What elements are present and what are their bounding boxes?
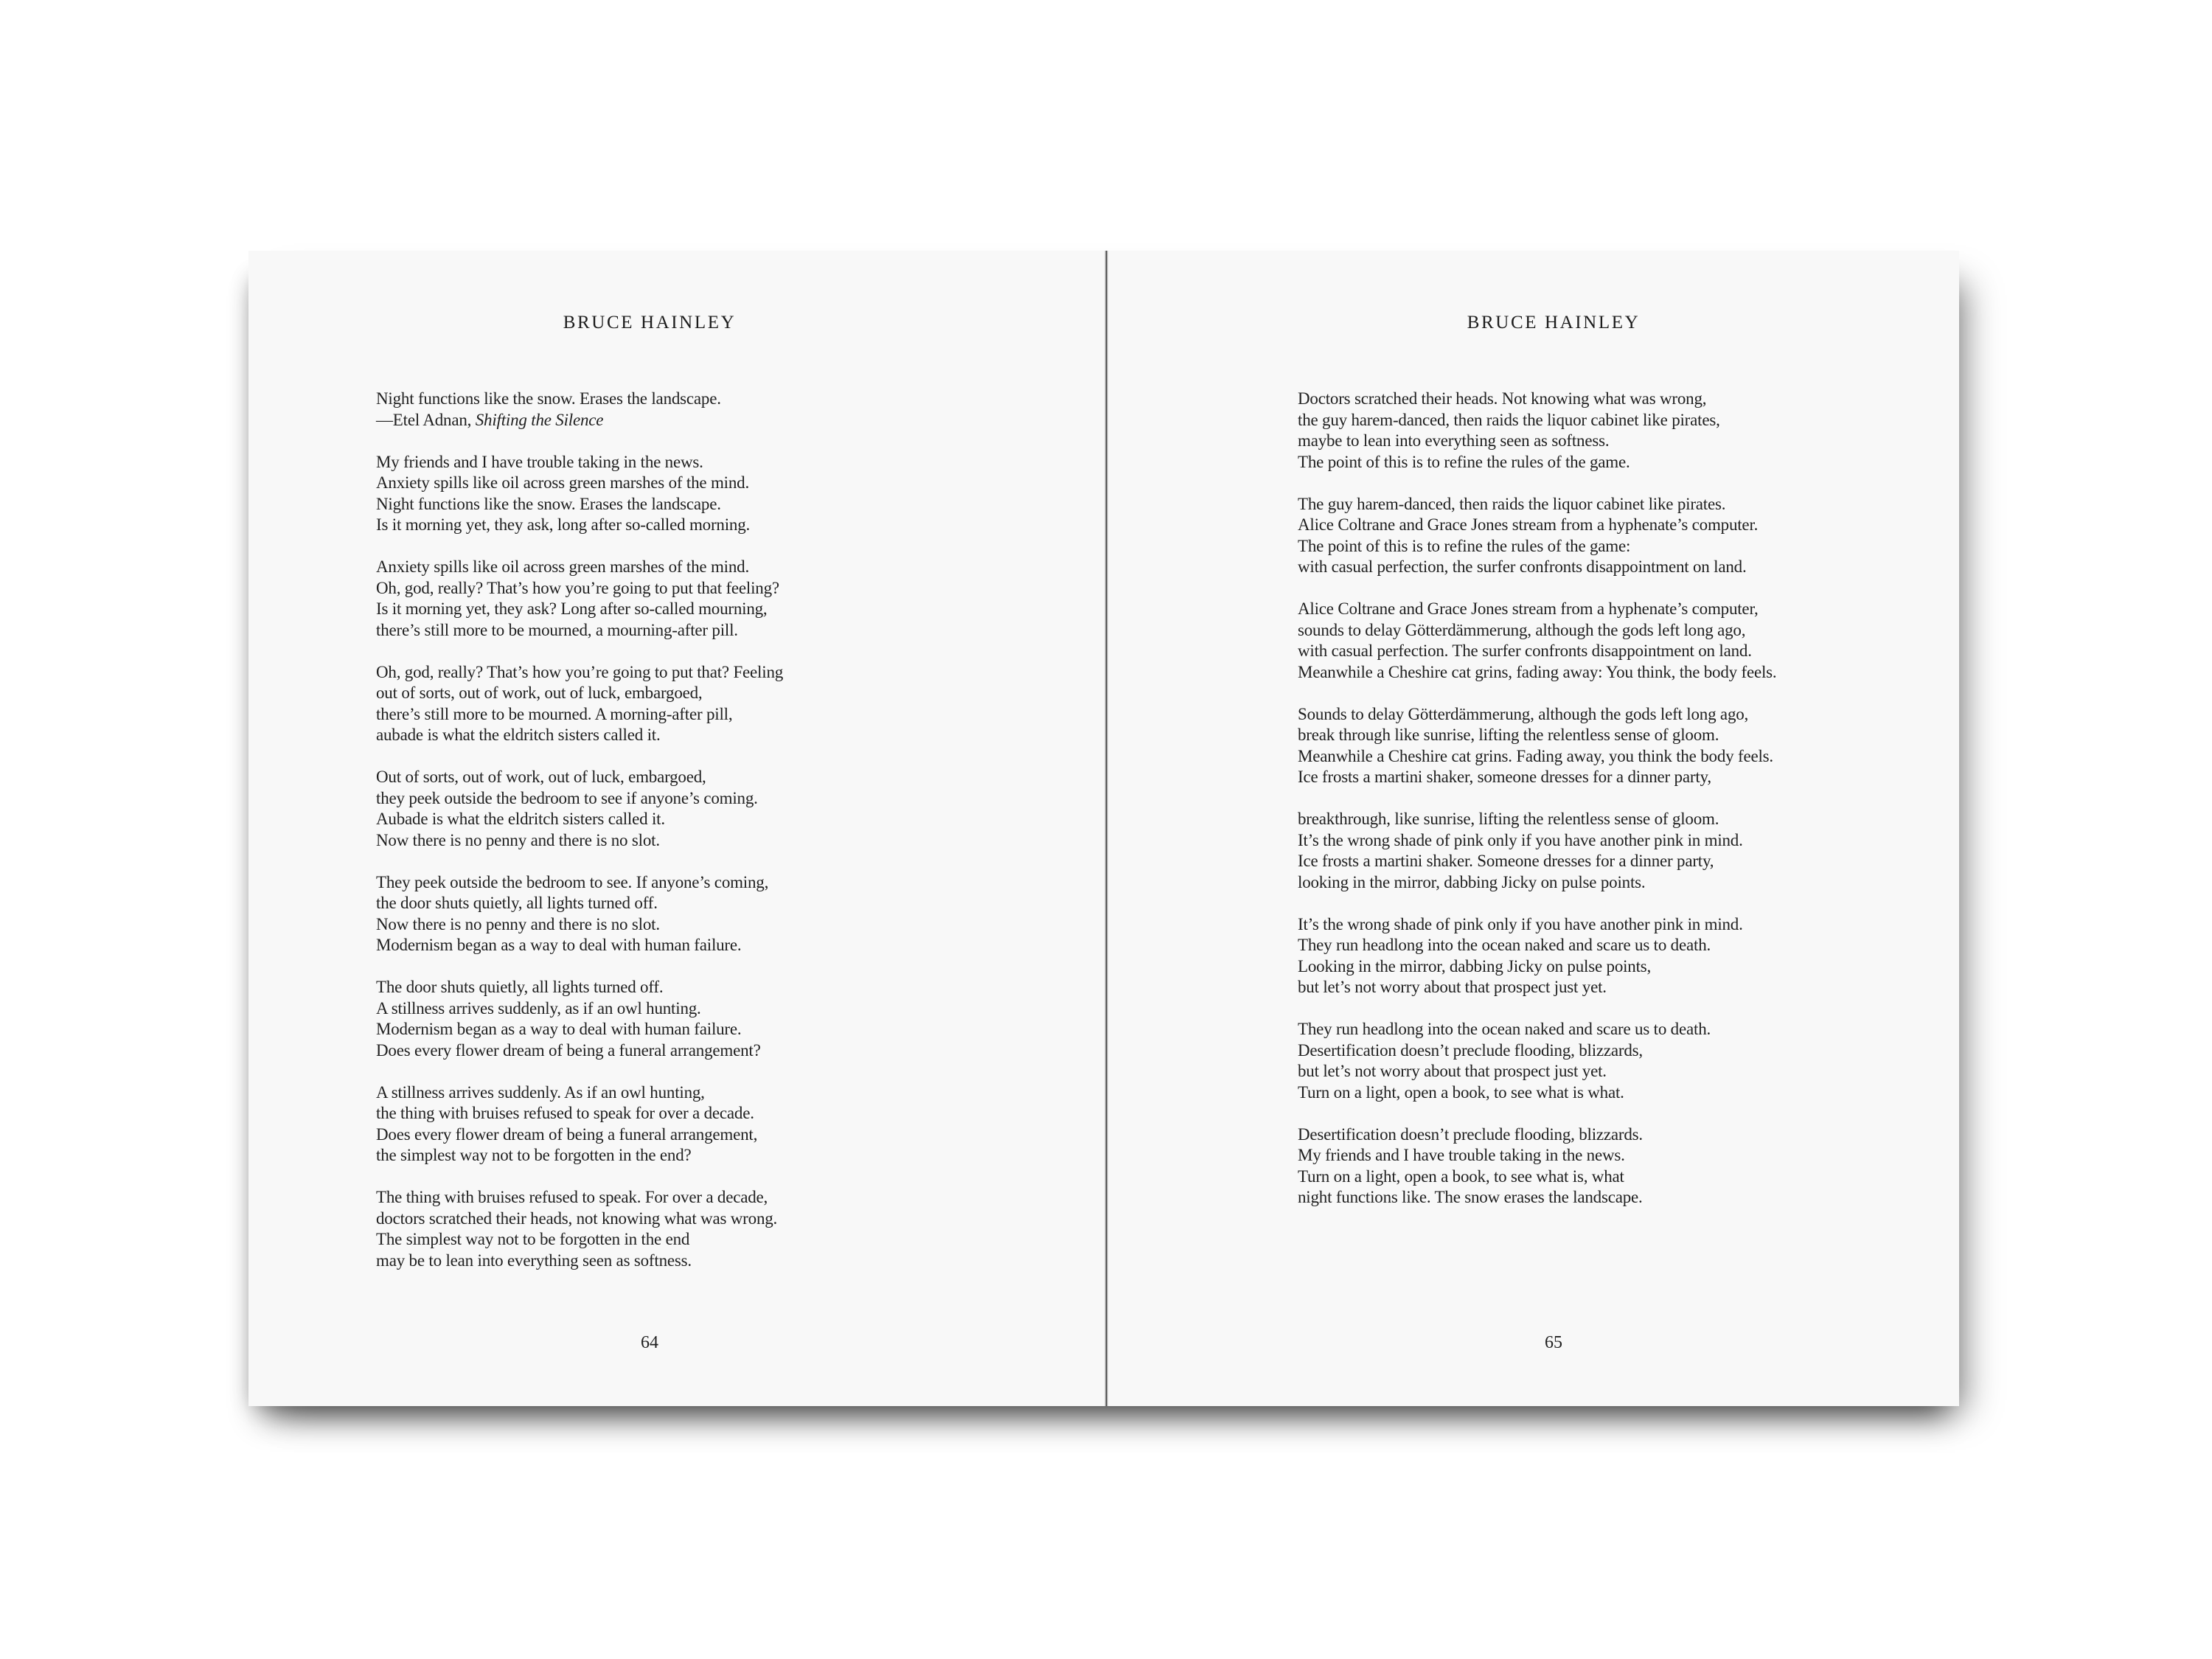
stanza xyxy=(1298,494,1809,578)
poem-line: The point of this is to refine the rules of the game. xyxy=(1298,452,1630,471)
poem-line: the guy harem-danced, then raids the liquor cabinet like pirates, xyxy=(1298,410,1720,429)
poem-line: A stillness arrives suddenly. As if an owl hunting, xyxy=(376,1082,705,1102)
right-page xyxy=(1108,251,1959,1406)
poem-line: A stillness arrives suddenly, as if an owl hunting. xyxy=(376,998,701,1018)
poem-line: doctors scratched their heads, not knowing what was wrong. xyxy=(376,1208,778,1228)
poem-line: Meanwhile a Cheshire cat grins, fading away: You think, the body feels. xyxy=(1298,662,1777,681)
poem-line: Turn on a light, open a book, to see what is what. xyxy=(1298,1082,1624,1102)
poem-line: Turn on a light, open a book, to see what is, what xyxy=(1298,1166,1624,1186)
poem-line: Is it morning yet, they ask, long after so-called morning. xyxy=(376,515,751,534)
poem-line: looking in the mirror, dabbing Jicky on pulse points. xyxy=(1298,872,1646,891)
poem-line: with casual perfection. The surfer confronts disappointment on land. xyxy=(1298,641,1752,660)
poem-line: out of sorts, out of work, out of luck, embargoed, xyxy=(376,684,703,702)
left-page-content xyxy=(376,312,923,1293)
poem-line: they peek outside the bedroom to see if anyone’s coming. xyxy=(376,788,758,807)
poem-line: Oh, god, really? That’s how you’re going to put that feeling? xyxy=(376,578,779,597)
poem-line: Does every flower dream of being a funeral arrangement? xyxy=(376,1040,761,1060)
stanza-container-left xyxy=(376,452,923,1272)
poem-line: Ice frosts a martini shaker. Someone dresses for a dinner party, xyxy=(1298,852,1714,870)
stanza xyxy=(1298,599,1809,683)
poem-line: Desertification doesn’t preclude flooding, blizzards, xyxy=(1298,1040,1643,1060)
poem-line: They run headlong into the ocean naked and scare us to death. xyxy=(1298,936,1711,954)
stanza xyxy=(376,662,923,746)
stanza xyxy=(1298,704,1809,788)
right-page-content xyxy=(1298,312,1809,1229)
poem-line: Now there is no penny and there is no slot. xyxy=(376,914,660,933)
poem-line: with casual perfection, the surfer confronts disappointment on land. xyxy=(1298,557,1747,576)
epigraph xyxy=(376,389,923,431)
poem-right xyxy=(1298,389,1809,1208)
poem-line: My friends and I have trouble taking in the news. xyxy=(1298,1146,1625,1164)
running-head: BRUCE HAINLEY xyxy=(563,313,737,333)
left-page xyxy=(248,251,1105,1406)
stanza xyxy=(376,977,923,1061)
stanza xyxy=(1298,809,1809,893)
poem-line: Anxiety spills like oil across green marshes of the mind. xyxy=(376,473,749,492)
running-head: BRUCE HAINLEY xyxy=(1467,313,1641,333)
stanza xyxy=(376,767,923,851)
poem-line: the thing with bruises refused to speak for over a decade. xyxy=(376,1104,754,1122)
poem-line: They peek outside the bedroom to see. If anyone’s coming, xyxy=(376,872,769,891)
poem-line: Now there is no penny and there is no slot. xyxy=(376,830,660,849)
poem-line: break through like sunrise, lifting the relentless sense of gloom. xyxy=(1298,726,1719,744)
poem-line: They run headlong into the ocean naked and scare us to death. xyxy=(1298,1020,1711,1038)
poem-line: there’s still more to be mourned, a mourning-after pill. xyxy=(376,620,738,639)
poem-line: Meanwhile a Cheshire cat grins. Fading away, you think the body feels. xyxy=(1298,746,1773,765)
poem-line: The door shuts quietly, all lights turned off. xyxy=(376,978,664,996)
poem-line: Modernism began as a way to deal with human failure. xyxy=(376,936,742,954)
poem-line: the door shuts quietly, all lights turned off. xyxy=(376,894,658,912)
page-number: 65 xyxy=(1545,1333,1562,1352)
poem-line: Does every flower dream of being a funeral arrangement, xyxy=(376,1124,758,1144)
epigraph-line: Night functions like the snow. Erases the landscape. xyxy=(376,389,721,408)
poem-line: Alice Coltrane and Grace Jones stream from a hyphenate’s computer. xyxy=(1298,515,1759,534)
poem-line: The point of this is to refine the rules of the game: xyxy=(1298,536,1631,555)
poem-line: Modernism began as a way to deal with human failure. xyxy=(376,1020,742,1038)
poem-line: The simplest way not to be forgotten in the end xyxy=(376,1230,690,1248)
poem-line: Oh, god, really? That’s how you’re going to put that? Feeling xyxy=(376,662,784,681)
poem-line: Ice frosts a martini shaker, someone dresses for a dinner party, xyxy=(1298,768,1711,786)
epigraph-attribution-prefix: —Etel Adnan, xyxy=(376,410,476,429)
stanza xyxy=(376,1187,923,1271)
poem-line: but let’s not worry about that prospect just yet. xyxy=(1298,978,1607,996)
poem-line: Anxiety spills like oil across green marshes of the mind. xyxy=(376,557,749,576)
poem-line: Looking in the mirror, dabbing Jicky on pulse points, xyxy=(1298,956,1652,975)
stanza xyxy=(1298,914,1809,998)
poem-line: may be to lean into everything seen as softness. xyxy=(376,1251,692,1270)
page-number: 64 xyxy=(641,1333,658,1352)
poem-line: Night functions like the snow. Erases the landscape. xyxy=(376,494,721,513)
poem-line: maybe to lean into everything seen as softness. xyxy=(1298,431,1610,450)
stanza xyxy=(1298,1019,1809,1103)
poem-line: the simplest way not to be forgotten in the end? xyxy=(376,1146,692,1164)
stanza xyxy=(1298,1124,1809,1208)
poem-line: The guy harem-danced, then raids the liquor cabinet like pirates. xyxy=(1298,494,1726,513)
poem-line: sounds to delay Götterdämmerung, although the gods left long ago, xyxy=(1298,620,1746,639)
stanza xyxy=(1298,389,1809,473)
poem-line: It’s the wrong shade of pink only if you have another pink in mind. xyxy=(1298,914,1743,933)
poem-line: but let’s not worry about that prospect just yet. xyxy=(1298,1062,1607,1080)
stanza xyxy=(376,872,923,956)
poem-line: The thing with bruises refused to speak. For over a decade, xyxy=(376,1188,768,1206)
epigraph-attribution xyxy=(376,411,603,429)
poem-line: Out of sorts, out of work, out of luck, embargoed, xyxy=(376,768,706,786)
poem-left xyxy=(376,389,923,1271)
poem-line: aubade is what the eldritch sisters called it. xyxy=(376,726,661,744)
poem-line: Alice Coltrane and Grace Jones stream from a hyphenate’s computer, xyxy=(1298,599,1759,618)
stanza xyxy=(376,452,923,536)
poem-line: breakthrough, like sunrise, lifting the relentless sense of gloom. xyxy=(1298,810,1719,828)
poem-line: Desertification doesn’t preclude flooding, blizzards. xyxy=(1298,1124,1643,1144)
stanza xyxy=(376,557,923,641)
stanza-container-right xyxy=(1298,389,1809,1208)
poem-line: there’s still more to be mourned. A morning-after pill, xyxy=(376,704,733,723)
poem-line: night functions like. The snow erases the landscape. xyxy=(1298,1188,1643,1206)
stanza xyxy=(376,1082,923,1166)
poem-line: My friends and I have trouble taking in the news. xyxy=(376,452,703,471)
book-spread xyxy=(248,251,1959,1406)
poem-line: Aubade is what the eldritch sisters called it. xyxy=(376,810,665,828)
poem-line: Is it morning yet, they ask? Long after so-called mourning, xyxy=(376,599,768,618)
poem-line: Sounds to delay Götterdämmerung, although the gods left long ago, xyxy=(1298,704,1749,723)
poem-line: It’s the wrong shade of pink only if you have another pink in mind. xyxy=(1298,830,1743,849)
poem-line: Doctors scratched their heads. Not knowing what was wrong, xyxy=(1298,389,1707,408)
work-title: Shifting the Silence xyxy=(475,410,604,429)
